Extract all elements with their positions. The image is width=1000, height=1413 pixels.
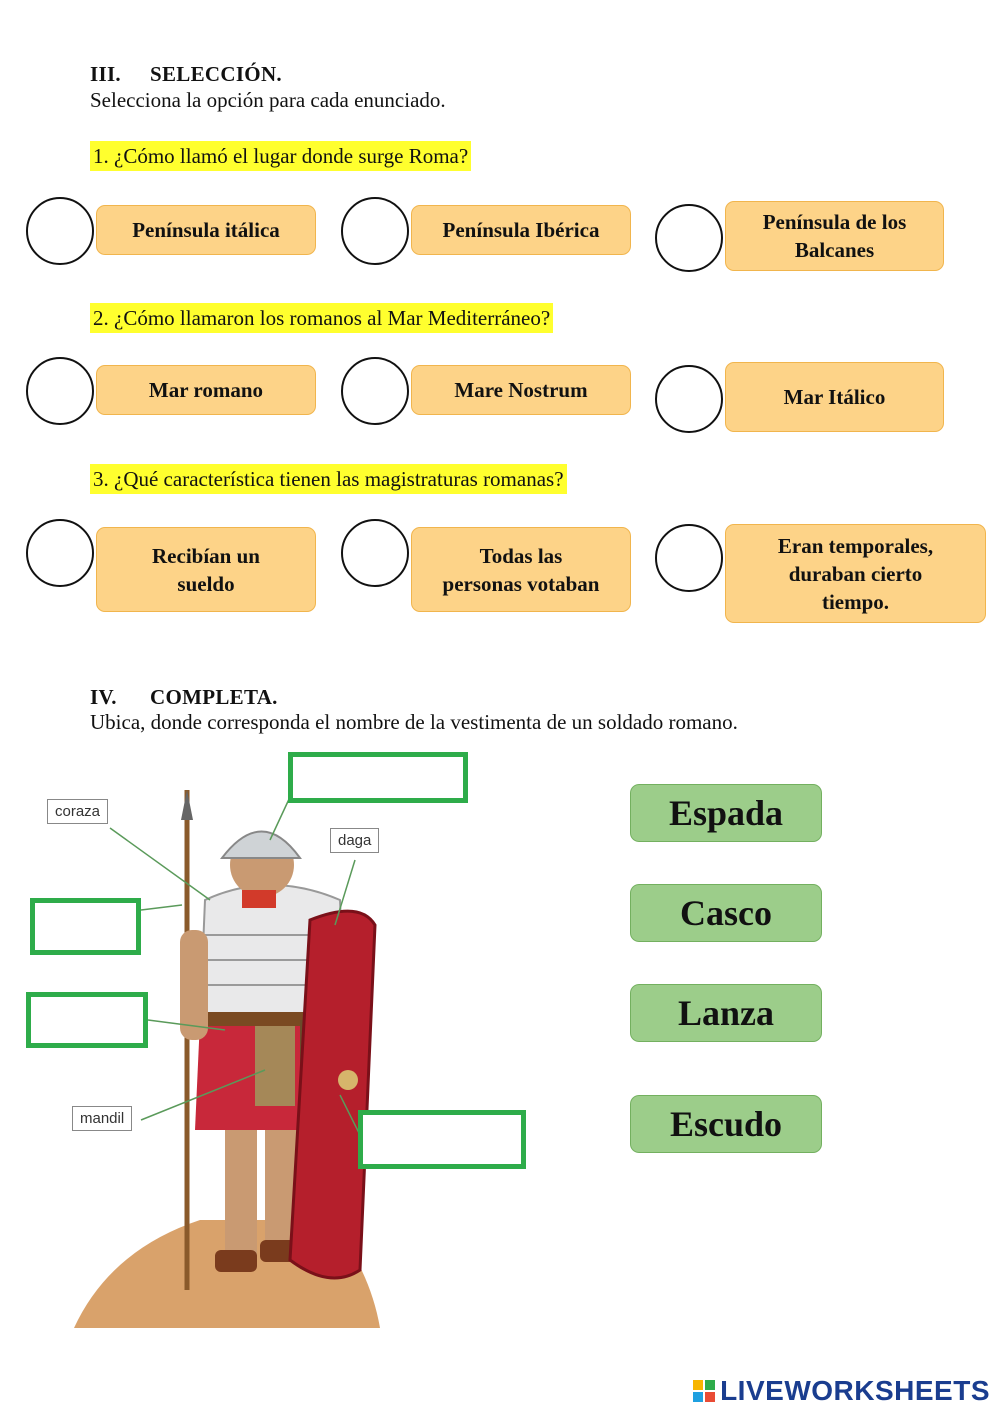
section-4-title [90,685,278,710]
q2-option-3-label: Mar Itálico [783,385,886,409]
label-mandil: mandil [72,1106,132,1131]
q1-option-1-label: Península itálica [132,218,280,242]
q1-option-2[interactable] [411,205,631,255]
liveworksheets-logo [693,1375,990,1407]
shield-boss [338,1070,358,1090]
word-casco[interactable]: Casco [630,884,822,942]
left-arm [180,930,208,1040]
q1-option-3-radio[interactable] [655,204,723,272]
word-escudo[interactable]: Escudo [630,1095,822,1153]
brand-text: LIVEWORKSHEETS [720,1375,990,1406]
q3-option-1[interactable] [96,527,316,612]
question-3-text: 3. ¿Qué característica tienen las magistraturas romanas? [90,464,567,494]
section-4-heading: COMPLETA. [150,685,278,709]
q3-option-3-label: Eran temporales, duraban cierto tiempo. [777,533,934,614]
callout-line [270,797,290,840]
q2-option-1-radio[interactable] [26,357,94,425]
section-3-heading: SELECCIÓN. [150,62,282,86]
q2-option-2-radio[interactable] [341,357,409,425]
drop-target-helmet[interactable] [288,752,468,803]
roman-soldier-illustration [0,750,560,1350]
callout-line [141,905,182,910]
word-espada[interactable]: Espada [630,784,822,842]
word-lanza[interactable]: Lanza [630,984,822,1042]
q2-option-1-label: Mar romano [148,378,264,402]
q3-option-3-radio[interactable] [655,524,723,592]
left-sandal [215,1250,257,1272]
q3-option-2-label: Todas las personas votaban [442,543,600,596]
q1-option-2-radio[interactable] [341,197,409,265]
q3-option-2-radio[interactable] [341,519,409,587]
q2-option-3[interactable] [725,362,944,432]
section-3-instruction: Selecciona la opción para cada enunciado. [90,88,446,112]
q3-option-2[interactable] [411,527,631,612]
q2-option-3-radio[interactable] [655,365,723,433]
q3-option-1-radio[interactable] [26,519,94,587]
label-daga: daga [330,828,379,853]
q1-option-3-label: Península de los Balcanes [762,210,907,262]
question-1-text: 1. ¿Cómo llamó el lugar donde surge Roma? [90,141,471,171]
section-4-instruction: Ubica, donde corresponda el nombre de la vestimenta de un soldado romano. [90,710,738,734]
helmet [222,832,300,859]
drop-target-shield[interactable] [358,1110,526,1169]
logo-icon [693,1380,715,1402]
label-coraza: coraza [47,799,108,824]
section-3-title [90,62,282,87]
left-leg [225,1110,257,1260]
drop-target-sword[interactable] [26,992,148,1048]
scarf [242,890,276,908]
apron [255,1026,295,1106]
spear-tip [181,790,193,820]
q1-option-1-radio[interactable] [26,197,94,265]
q2-option-2[interactable] [411,365,631,415]
callout-line [110,828,210,900]
q3-option-3[interactable] [725,524,986,623]
q3-option-1-label: Recibían un sueldo [152,543,260,596]
q1-option-3[interactable] [725,201,944,271]
q2-option-1[interactable] [96,365,316,415]
section-4-number: IV. [90,685,117,709]
section-3-number: III. [90,62,121,86]
question-2-text: 2. ¿Cómo llamaron los romanos al Mar Mediterráneo? [90,303,553,333]
drop-target-spear[interactable] [30,898,141,955]
q2-option-2-label: Mare Nostrum [454,378,588,402]
q1-option-1[interactable] [96,205,316,255]
q1-option-2-label: Península Ibérica [442,218,600,242]
